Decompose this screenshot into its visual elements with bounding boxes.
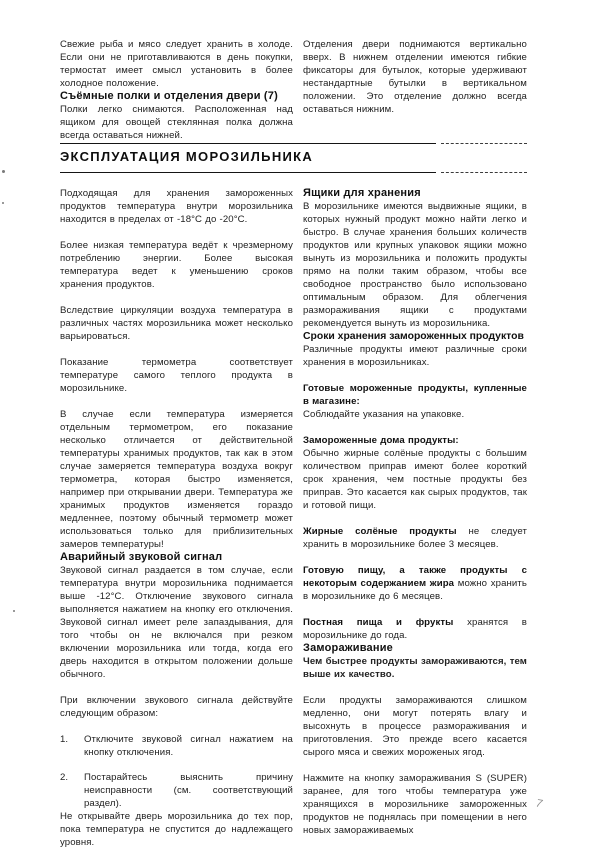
alarm-paragraph-3: Не открывайте дверь морозильника до тех пор, пока температура не спустится до надлежащего уровня. bbox=[60, 811, 293, 847]
thermometer-paragraph: Показание термометра соответствует температуре самого теплого продукта в морозильнике. bbox=[60, 357, 293, 394]
cooked-food-lead: Готовую пищу, а также продукты с некоторым содержанием жира bbox=[303, 565, 527, 589]
step-number: 1. bbox=[60, 734, 69, 745]
freezing-heading: Замораживание bbox=[303, 642, 393, 654]
alarm-signal-heading: Аварийный звуковой сигнал bbox=[60, 551, 223, 563]
step-text: Постарайтесь выяснить причину неисправности (см. соответствующий раздел). bbox=[84, 772, 293, 809]
main-section bbox=[60, 187, 527, 847]
bottom-rule-dashes bbox=[441, 172, 527, 173]
bottom-rule-solid bbox=[60, 172, 436, 173]
store-bought-text: Соблюдайте указания на упаковке. bbox=[303, 409, 465, 420]
slow-freezing-paragraph: Если продукты замораживаются слишком медленно, они могут потерять влагу и высохнуть в процессе размораживания и приготовления. Это прежде всего касается сырого мяса и свежих мороженых ягод. bbox=[303, 695, 527, 758]
scan-speck bbox=[2, 170, 5, 173]
shelves-paragraph: Полки легко снимаются. Расположенная над ящиком для овощей стеклянная полка должна всегда оставаться нижней. bbox=[60, 104, 293, 141]
step-number: 2. bbox=[60, 772, 69, 783]
store-bought-lead: Готовые мороженные продукты, купленные в магазине: bbox=[303, 383, 527, 407]
home-frozen-text: Обычно жирные солёные продукты с большим количеством приправ имеют более короткий срок хранения, чем постные продукты без приправ. Это касается как сырых продуктов, так и готовой пищи. bbox=[303, 448, 527, 511]
alarm-paragraph-1: Звуковой сигнал раздается в том случае, если температура внутри морозильника поднимается выше -12°С. Отключение звукового сигнала выполняется нажатием на кнопку его отключения. Звуковой сигнал имеет реле запаздывания, для того чтобы он не включался при резком включении морозильника или тогда, когда его дверь находится в открытом положении дольше обычного. bbox=[60, 565, 293, 680]
fatty-products-paragraph bbox=[303, 525, 527, 551]
main-right-column bbox=[303, 187, 527, 837]
home-frozen-paragraph bbox=[303, 434, 527, 512]
storage-times-heading: Сроки хранения замороженных продуктов bbox=[303, 331, 524, 342]
lean-food-lead: Постная пища и фрукты bbox=[303, 617, 454, 628]
list-item bbox=[60, 771, 293, 810]
separate-thermometer-paragraph: В случае если температура измеряется отдельным термометром, его показание несколько отличается от действительной температуры хранимых продуктов, так как в этом случае замеряется температура воздуха вокруг термометра, которая быстро изменяется, например при открывании двери. Температура же хранимых продуктов изменяется гораздо медленнее, поэтому обычный термометр может использоваться только для приблизительных замеров температуры! bbox=[60, 409, 293, 550]
top-rule-dashes bbox=[441, 143, 527, 144]
store-bought-paragraph bbox=[303, 382, 527, 421]
temperature-paragraph: Подходящая для хранения замороженных продуктов температура внутри морозильника находится в пределах от -18°С до -20°С. bbox=[60, 188, 293, 225]
page-number: 7 bbox=[535, 797, 544, 811]
fatty-products-text: не следует хранить в морозильнике более 3 месяцев. bbox=[303, 526, 527, 550]
storage-boxes-paragraph: В морозильнике имеются выдвижные ящики, в которых нужный продукт можно найти легко и быстро. В случае хранения больших количеств продуктов или крупных упаковок ящики можно вынуть из морозильника и положить продукты прямо на полки таким образом, чтобы все свободное пространство было использовано оптимальным образом. Для облегчения размораживания ящики с продуктами рекомендуется вынуть из морозильника. bbox=[303, 201, 527, 329]
lean-food-text: хранятся в морозильнике до года. bbox=[303, 617, 527, 641]
intro-left-paragraph: Свежие рыба и мясо следует хранить в холоде. Если они не приготавливаются в день покупки, термостат имеет смысл установить в более холодное положение. bbox=[60, 39, 293, 89]
super-button-paragraph: Нажмите на кнопку замораживания S (SUPER) заранее, для того чтобы температура уже хранящихся в морозильнике замороженных продуктов не поднялась при помещении в него новых замораживаемых bbox=[303, 773, 527, 836]
storage-boxes-heading: Ящики для хранения bbox=[303, 187, 421, 199]
lean-food-paragraph bbox=[303, 616, 527, 642]
energy-paragraph: Более низкая температура ведёт к чрезмерному потреблению энергии. Более высокая температура ведет к уменьшению сроков хранения продуктов. bbox=[60, 240, 293, 290]
alarm-steps-list bbox=[60, 733, 293, 810]
bottom-rule bbox=[60, 171, 527, 173]
scan-speck bbox=[2, 202, 4, 204]
intro-right-column bbox=[303, 38, 527, 116]
intro-section bbox=[60, 38, 527, 142]
top-rule-solid bbox=[60, 143, 436, 144]
circulation-paragraph: Вследствие циркуляции воздуха температура в различных частях морозильника может несколько варьироваться. bbox=[60, 305, 293, 342]
door-compartments-paragraph: Отделения двери поднимаются вертикально вверх. В нижнем отделении имеются гибкие фиксаторы для бутылок, которые удерживают нестандартные бутылки в вертикальном положении. Это отделение должно всегда оставаться нижним. bbox=[303, 39, 527, 115]
freezing-quality-paragraph: Чем быстрее продукты замораживаются, тем выше их качество. bbox=[303, 656, 527, 680]
page-title: ЭКСПЛУАТАЦИЯ МОРОЗИЛЬНИКА bbox=[60, 149, 314, 164]
cooked-food-paragraph bbox=[303, 564, 527, 603]
storage-times-paragraph: Различные продукты имеют различные сроки хранения в морозильниках. bbox=[303, 344, 527, 368]
home-frozen-lead: Замороженные дома продукты: bbox=[303, 435, 459, 446]
section-title-band bbox=[60, 142, 527, 173]
alarm-paragraph-2: При включении звукового сигнала действуйте следующим образом: bbox=[60, 695, 293, 719]
shelves-heading: Съёмные полки и отделения двери (7) bbox=[60, 90, 278, 102]
intro-left-column bbox=[60, 38, 293, 142]
fatty-products-lead: Жирные солёные продукты bbox=[303, 526, 457, 537]
step-text: Отключите звуковой сигнал нажатием на кнопку отключения. bbox=[84, 734, 293, 758]
top-rule bbox=[60, 142, 527, 144]
cooked-food-text: можно хранить в морозильнике до 6 месяцев. bbox=[303, 578, 527, 602]
main-left-column bbox=[60, 187, 293, 847]
list-item bbox=[60, 733, 293, 759]
scan-speck bbox=[13, 610, 15, 612]
